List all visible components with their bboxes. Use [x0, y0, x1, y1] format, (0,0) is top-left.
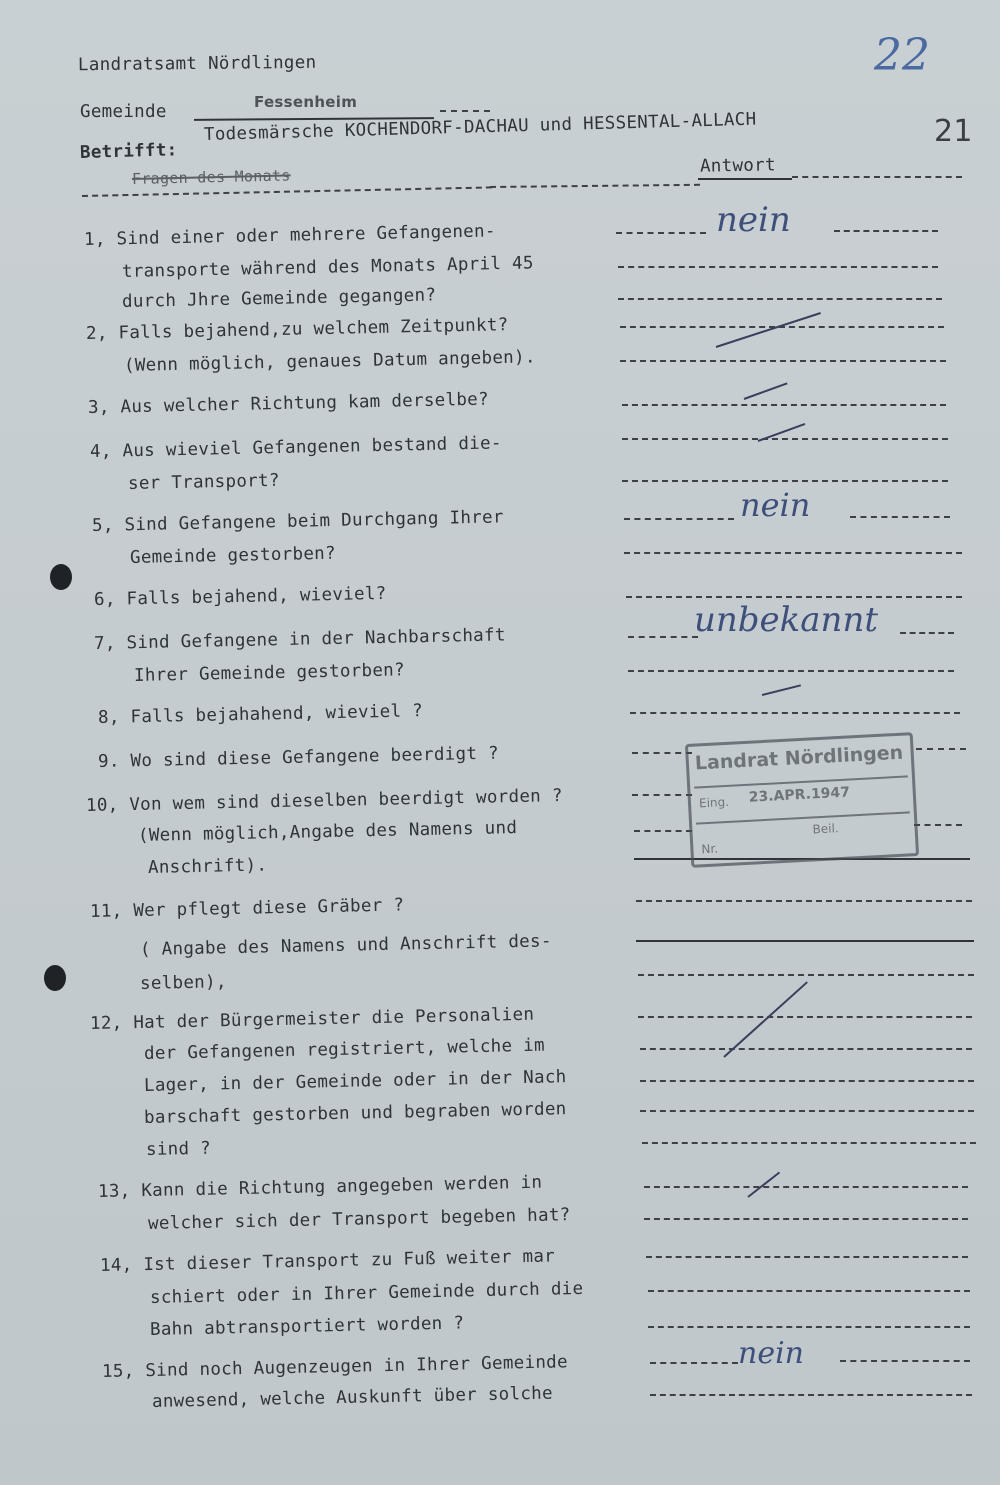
answer-line — [618, 298, 942, 300]
answer-line — [640, 1080, 974, 1082]
question-text: sind ? — [145, 1138, 212, 1160]
question-number: 13, — [97, 1181, 131, 1202]
answer-line — [626, 596, 962, 598]
stamp-received-label: Eing. — [698, 794, 730, 811]
stamp-title: Landrat Nördlingen — [694, 741, 904, 775]
answer-line — [634, 830, 692, 832]
betrifft-text: Todesmärsche KOCHENDORF-DACHAU und HESSENTAL-ALLACH — [203, 109, 757, 145]
stamp-date: 23.APR.1947 — [748, 784, 851, 806]
answer-q5-handwritten: nein — [740, 486, 811, 524]
question-text: Wer pflegt diese Gräber ? — [133, 895, 405, 922]
answer-line — [636, 940, 974, 942]
question-text: Wo sind diese Gefangene beerdigt ? — [130, 743, 500, 772]
question-text: Bahn abtransportiert worden ? — [149, 1313, 465, 1340]
question-number: 14, — [99, 1255, 133, 1276]
question-number: 12, — [89, 1013, 123, 1034]
betrifft-label: Betrifft: — [79, 140, 178, 163]
answer-line — [900, 632, 954, 634]
answer-line — [644, 1186, 968, 1188]
answer-dismissal-stroke — [762, 684, 801, 696]
question-text: transporte während des Monats April 45 — [121, 253, 534, 282]
answer-line — [624, 518, 734, 520]
answer-line — [618, 266, 938, 268]
antwort-underline — [698, 178, 792, 180]
question-number: 6, — [93, 589, 116, 610]
handwritten-page-number: 22 — [874, 30, 930, 81]
answer-line — [632, 794, 692, 796]
answer-line — [650, 1362, 738, 1364]
answer-line — [616, 232, 706, 234]
punch-hole — [50, 564, 72, 590]
answer-line — [644, 1218, 968, 1220]
question-text: ser Transport? — [127, 470, 280, 494]
question-text: Kann die Richtung angegeben werden in — [141, 1172, 543, 1202]
answer-line — [650, 1394, 972, 1396]
subject-underline-right — [490, 184, 700, 188]
answer-dismissal-stroke — [723, 981, 808, 1057]
question-number: 2, — [85, 323, 108, 344]
answer-line — [640, 1110, 974, 1112]
question-text: (Wenn möglich,Angabe des Namens und — [137, 818, 518, 846]
question-number: 3, — [87, 397, 110, 418]
answer-line — [850, 516, 950, 518]
office-name: Landratsamt Nördlingen — [77, 52, 317, 76]
question-text: Sind Gefangene beim Durchgang Ihrer — [124, 507, 504, 536]
question-text: Aus wieviel Gefangenen bestand die- — [122, 433, 502, 462]
question-number: 5, — [91, 515, 114, 536]
answer-line — [622, 480, 948, 482]
answer-line — [622, 438, 948, 440]
answer-line — [914, 824, 962, 826]
question-text: der Gefangenen registriert, welche im — [143, 1035, 546, 1064]
received-stamp — [685, 732, 919, 868]
answer-dismissal-stroke — [744, 382, 788, 400]
question-text: anwesend, welche Auskunft über solche — [151, 1383, 554, 1412]
answer-q7-handwritten: unbekannt — [694, 600, 879, 640]
answer-line — [640, 1048, 972, 1050]
question-number: 9. — [97, 751, 120, 772]
stamp-attachments-label: Beil. — [812, 821, 839, 837]
struck-subject-line: Fragen des Monats — [131, 166, 291, 188]
question-text: ( Angabe des Namens und Anschrift des- — [139, 931, 552, 960]
answer-dismissal-stroke — [747, 1172, 780, 1198]
answer-line — [620, 360, 946, 362]
question-number: 15, — [101, 1361, 135, 1382]
antwort-dash — [792, 176, 962, 178]
antwort-label: Antwort — [699, 155, 777, 177]
answer-line — [636, 900, 972, 902]
question-number: 1, — [83, 229, 106, 250]
answer-line — [622, 404, 946, 406]
question-number: 4, — [89, 441, 112, 462]
answer-line — [916, 748, 966, 750]
typed-page-number: 21 — [934, 114, 973, 149]
answer-line — [648, 1290, 970, 1292]
gemeinde-label: Gemeinde — [80, 102, 167, 122]
question-text: (Wenn möglich, genaues Datum angeben). — [123, 347, 536, 376]
answer-line — [840, 1360, 970, 1362]
answer-line — [630, 712, 960, 714]
answer-line — [624, 552, 962, 554]
question-number: 8, — [97, 707, 120, 728]
question-text: durch Jhre Gemeinde gegangen? — [121, 285, 437, 312]
question-text: Lager, in der Gemeinde oder in der Nach — [143, 1067, 567, 1096]
question-number: 11, — [89, 901, 123, 922]
question-text: Sind einer oder mehrere Gefangenen- — [116, 221, 496, 250]
question-text: Ist dieser Transport zu Fuß weiter mar — [143, 1246, 556, 1276]
question-text: Anschrift). — [147, 855, 268, 878]
stamp-number-label: Nr. — [701, 841, 719, 857]
stamp-divider — [696, 811, 910, 824]
question-number: 10, — [85, 795, 119, 816]
answer-line — [632, 752, 692, 754]
gemeinde-dash — [440, 110, 490, 112]
question-text: Sind Gefangene in der Nachbarschaft — [126, 625, 506, 654]
question-text: Falls bejahahend, wieviel ? — [130, 701, 424, 728]
question-text: schiert oder in Ihrer Gemeinde durch die — [149, 1278, 584, 1308]
question-number: 7, — [93, 633, 116, 654]
answer-line — [628, 636, 698, 638]
punch-hole — [44, 965, 66, 991]
question-text: selben), — [139, 972, 227, 994]
answer-line — [638, 974, 974, 976]
question-text: Von wem sind dieselben beerdigt worden ? — [129, 786, 563, 816]
answer-line — [646, 1256, 968, 1258]
answer-line — [648, 1326, 970, 1328]
question-text: Ihrer Gemeinde gestorben? — [133, 660, 406, 686]
answer-q15-handwritten: nein — [738, 1336, 804, 1371]
subject-underline — [82, 186, 492, 197]
answer-line — [642, 1142, 976, 1144]
answer-line — [638, 1016, 972, 1018]
answer-line — [628, 670, 954, 672]
answer-dismissal-stroke — [716, 312, 821, 348]
question-text: barschaft gestorben und begraben worden — [143, 1099, 567, 1128]
question-text: Aus welcher Richtung kam derselbe? — [120, 389, 490, 418]
question-text: Gemeinde gestorben? — [129, 543, 337, 568]
question-text: Falls bejahend, wieviel? — [126, 583, 387, 610]
gemeinde-value: Fessenheim — [254, 93, 358, 111]
question-text: Hat der Bürgermeister die Personalien — [133, 1004, 535, 1034]
question-text: Falls bejahend,zu welchem Zeitpunkt? — [118, 315, 509, 344]
question-text: Sind noch Augenzeugen in Ihrer Gemeinde — [145, 1352, 569, 1382]
question-text: welcher sich der Transport begeben hat? — [147, 1205, 571, 1234]
answer-line — [834, 230, 938, 232]
answer-q1-handwritten: nein — [716, 200, 791, 240]
